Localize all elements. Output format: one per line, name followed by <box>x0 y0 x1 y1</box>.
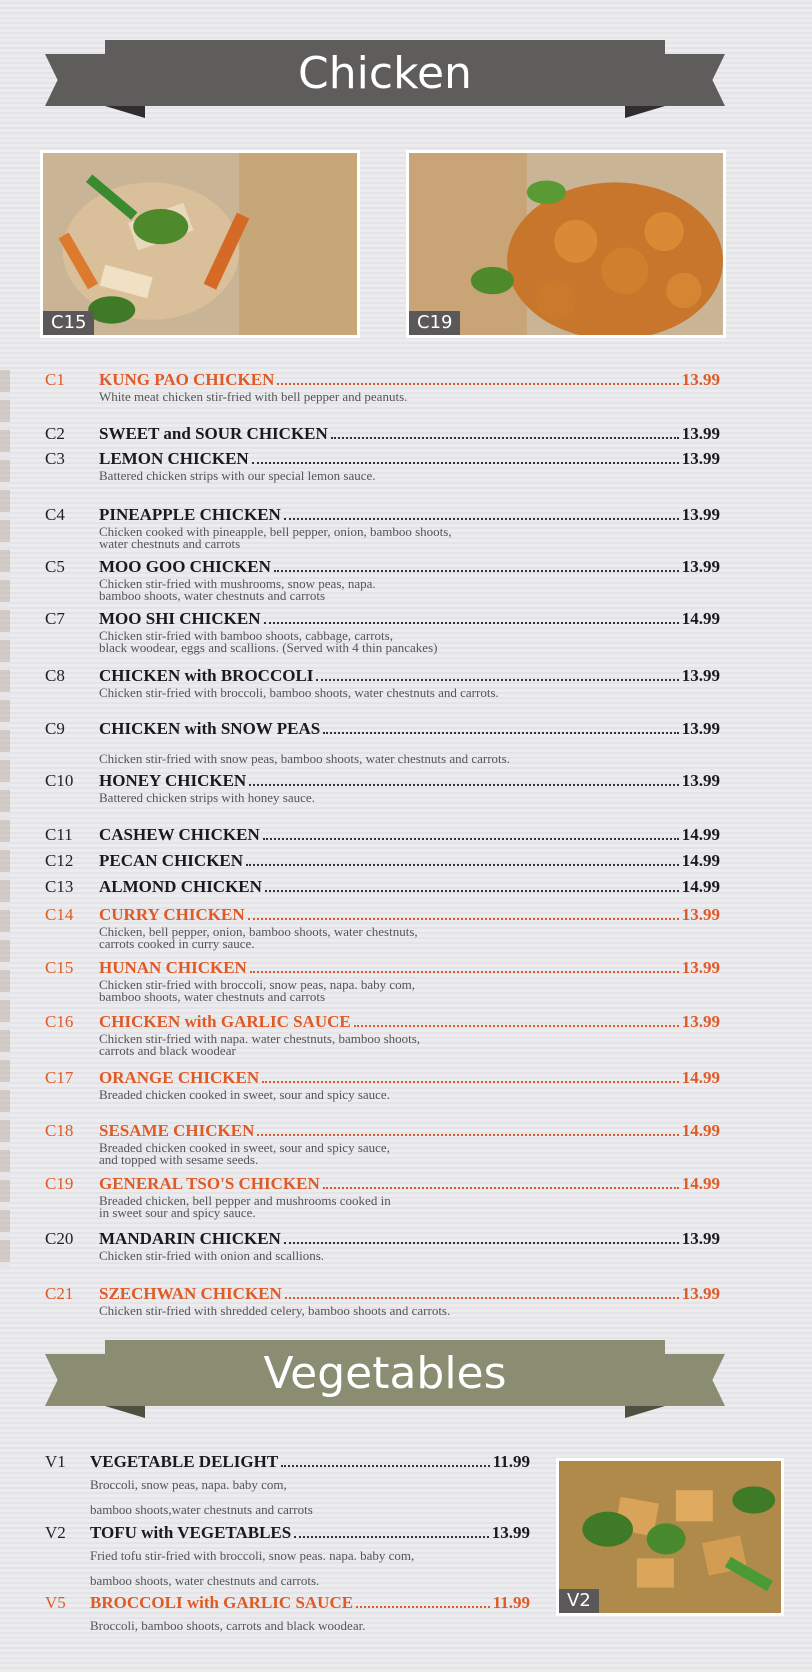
item-name-row <box>99 877 720 897</box>
item-name: SESAME CHICKEN <box>99 1121 255 1140</box>
item-price: 13.99 <box>681 370 720 389</box>
dot-leader <box>252 462 679 464</box>
item-price: 13.99 <box>681 666 720 685</box>
banner-fold-right <box>625 1406 665 1418</box>
item-description: Chicken stir-fried with bamboo shoots, cabbage, carrots, black woodear, eggs and scallions. (Served with 4 thin pancakes) <box>99 628 438 655</box>
item-description: Fried tofu stir-fried with broccoli, snow peas. napa. baby com, bamboo shoots, water chestnuts and carrots. <box>90 1548 415 1588</box>
item-name: MANDARIN CHICKEN <box>99 1229 281 1248</box>
item-description: Breaded chicken, bell pepper and mushrooms cooked in in sweet sour and spicy sauce. <box>99 1193 391 1220</box>
item-price: 14.99 <box>681 851 720 870</box>
item-code: C5 <box>45 557 65 576</box>
dot-leader <box>264 622 679 624</box>
dot-leader <box>284 1242 679 1244</box>
dot-leader <box>323 1187 679 1189</box>
dot-leader <box>331 437 679 439</box>
banner-tail-right <box>655 1354 725 1406</box>
item-price: 13.99 <box>681 1284 720 1303</box>
item-description: Broccoli, snow peas, napa. baby com, bamboo shoots,water chestnuts and carrots <box>90 1477 313 1517</box>
dot-leader <box>250 971 679 973</box>
item-name: PECAN CHICKEN <box>99 851 244 870</box>
photo-tag-c15: C15 <box>43 311 94 335</box>
item-name-row <box>99 449 720 469</box>
item-price: 14.99 <box>681 1068 720 1087</box>
item-code: C3 <box>45 449 65 468</box>
dot-leader <box>284 518 679 520</box>
item-price: 14.99 <box>681 877 720 896</box>
item-name-row <box>90 1593 530 1613</box>
item-name: TOFU with VEGETABLES <box>90 1523 292 1542</box>
item-name-row <box>99 958 720 978</box>
item-name: CHICKEN with GARLIC SAUCE <box>99 1012 351 1031</box>
item-code: C7 <box>45 609 65 628</box>
item-name-row <box>90 1452 530 1472</box>
dot-leader <box>265 890 679 892</box>
photo-tag-v2: V2 <box>559 1589 599 1613</box>
banner-fold-left <box>105 1406 145 1418</box>
item-description: Broccoli, bamboo shoots, carrots and black woodear. <box>90 1618 366 1633</box>
item-name-row <box>99 1068 720 1088</box>
item-name-row <box>99 1121 720 1141</box>
item-code: C9 <box>45 719 65 738</box>
dot-leader <box>263 838 679 840</box>
banner-fold-right <box>625 106 665 118</box>
item-description: Chicken stir-fried with mushrooms, snow peas, napa. bamboo shoots, water chestnuts and carrots <box>99 576 376 603</box>
item-name: CHICKEN with SNOW PEAS <box>99 719 321 738</box>
dot-leader <box>294 1536 489 1538</box>
item-price: 14.99 <box>681 1121 720 1140</box>
item-name-row <box>99 505 720 525</box>
item-price: 13.99 <box>681 1229 720 1248</box>
item-name-row <box>90 1523 530 1543</box>
item-description: Chicken, bell pepper, onion, bamboo shoots, water chestnuts, carrots cooked in curry sauce. <box>99 924 418 951</box>
item-name: KUNG PAO CHICKEN <box>99 370 275 389</box>
item-code: C11 <box>45 825 73 844</box>
dot-leader <box>249 784 679 786</box>
banner-fold-left <box>105 106 145 118</box>
dot-leader <box>281 1465 490 1467</box>
item-description: Chicken stir-fried with snow peas, bamboo shoots, water chestnuts and carrots. <box>99 751 510 766</box>
item-price: 13.99 <box>681 424 720 443</box>
dot-leader <box>246 864 679 866</box>
item-description: Breaded chicken cooked in sweet, sour and spicy sauce, and topped with sesame seeds. <box>99 1140 390 1167</box>
item-name-row <box>99 557 720 577</box>
item-code: C13 <box>45 877 74 896</box>
item-name: BROCCOLI with GARLIC SAUCE <box>90 1593 354 1612</box>
dot-leader <box>257 1134 678 1136</box>
item-description: Battered chicken strips with our special lemon sauce. <box>99 468 376 483</box>
dot-leader <box>354 1025 679 1027</box>
photo-c19 <box>406 150 726 338</box>
item-name: ORANGE CHICKEN <box>99 1068 260 1087</box>
dot-leader <box>277 383 678 385</box>
dot-leader <box>285 1297 679 1299</box>
item-price: 13.99 <box>681 958 720 977</box>
item-code: V2 <box>45 1523 66 1542</box>
item-name-row <box>99 825 720 845</box>
dot-leader <box>262 1081 679 1083</box>
item-price: 13.99 <box>681 719 720 738</box>
item-code: C2 <box>45 424 65 443</box>
item-description: Chicken stir-fried with broccoli, snow peas, napa. baby com, bamboo shoots, water chestnuts and carrots <box>99 977 415 1004</box>
item-code: C19 <box>45 1174 74 1193</box>
item-code: C20 <box>45 1229 74 1248</box>
item-code: C4 <box>45 505 65 524</box>
kung-pao-dish-image <box>43 153 357 337</box>
item-name: VEGETABLE DELIGHT <box>90 1452 279 1471</box>
dot-leader <box>316 679 678 681</box>
chicken-banner <box>45 40 725 120</box>
item-name-row <box>99 1174 720 1194</box>
item-name: CURRY CHICKEN <box>99 905 245 924</box>
item-description: Chicken stir-fried with napa. water chestnuts, bamboo shoots, carrots and black woodear <box>99 1031 421 1058</box>
dot-leader <box>356 1606 490 1608</box>
item-description: Chicken stir-fried with onion and scallions. <box>99 1248 325 1263</box>
item-name-row <box>99 424 720 444</box>
item-name: HONEY CHICKEN <box>99 771 247 790</box>
item-code: C18 <box>45 1121 74 1140</box>
item-name: SWEET and SOUR CHICKEN <box>99 424 328 443</box>
item-name: HUNAN CHICKEN <box>99 958 247 977</box>
item-price: 11.99 <box>492 1593 530 1612</box>
banner-tail-right <box>655 54 725 106</box>
item-name-row <box>99 1284 720 1304</box>
dot-leader <box>274 570 679 572</box>
item-name: PINEAPPLE CHICKEN <box>99 505 281 524</box>
item-code: C8 <box>45 666 65 685</box>
item-price: 13.99 <box>681 557 720 576</box>
item-price: 13.99 <box>491 1523 530 1542</box>
item-name-row <box>99 1012 720 1032</box>
item-code: C21 <box>45 1284 74 1303</box>
item-code: C10 <box>45 771 74 790</box>
item-description: Chicken stir-fried with shredded celery, bamboo shoots and carrots. <box>99 1303 451 1318</box>
item-code: C12 <box>45 851 74 870</box>
general-tso-dish-image <box>409 153 723 337</box>
vegetables-banner <box>45 1340 725 1420</box>
item-price: 13.99 <box>681 505 720 524</box>
item-name: CHICKEN with BROCCOLI <box>99 666 314 685</box>
item-name-row <box>99 719 720 739</box>
item-name: MOO SHI CHICKEN <box>99 609 261 628</box>
item-code: C17 <box>45 1068 74 1087</box>
item-name: GENERAL TSO'S CHICKEN <box>99 1174 320 1193</box>
item-price: 13.99 <box>681 771 720 790</box>
item-code: C1 <box>45 370 65 389</box>
item-name-row <box>99 771 720 791</box>
item-price: 13.99 <box>681 449 720 468</box>
item-description: Chicken stir-fried with broccoli, bamboo shoots, water chestnuts and carrots. <box>99 685 499 700</box>
dot-leader <box>248 918 679 920</box>
item-code: C16 <box>45 1012 74 1031</box>
dot-leader <box>323 732 679 734</box>
photo-c15 <box>40 150 360 338</box>
item-name: ALMOND CHICKEN <box>99 877 262 896</box>
item-description: Breaded chicken cooked in sweet, sour and spicy sauce. <box>99 1087 390 1102</box>
item-name: SZECHWAN CHICKEN <box>99 1284 282 1303</box>
item-name-row <box>99 666 720 686</box>
item-code: V5 <box>45 1593 66 1612</box>
item-name: MOO GOO CHICKEN <box>99 557 271 576</box>
item-code: V1 <box>45 1452 66 1471</box>
item-description: Battered chicken strips with honey sauce. <box>99 790 315 805</box>
photo-tag-c19: C19 <box>409 311 460 335</box>
item-code: C15 <box>45 958 74 977</box>
item-name-row <box>99 1229 720 1249</box>
item-price: 13.99 <box>681 1012 720 1031</box>
item-description: White meat chicken stir-fried with bell pepper and peanuts. <box>99 389 408 404</box>
chicken-section-title: Chicken <box>105 40 665 106</box>
item-description: Chicken cooked with pineapple, bell pepper, onion, bamboo shoots, water chestnuts and carrots <box>99 524 452 551</box>
left-edge-decoration <box>0 370 10 1270</box>
item-price: 14.99 <box>681 825 720 844</box>
item-price: 14.99 <box>681 609 720 628</box>
item-name-row <box>99 905 720 925</box>
photo-v2 <box>556 1458 784 1616</box>
item-name-row <box>99 851 720 871</box>
vegetables-section-title: Vegetables <box>105 1340 665 1406</box>
item-name: LEMON CHICKEN <box>99 449 249 468</box>
item-price: 14.99 <box>681 1174 720 1193</box>
item-name-row <box>99 609 720 629</box>
item-name: CASHEW CHICKEN <box>99 825 260 844</box>
item-price: 13.99 <box>681 905 720 924</box>
item-name-row <box>99 370 720 390</box>
item-code: C14 <box>45 905 74 924</box>
item-price: 11.99 <box>492 1452 530 1471</box>
